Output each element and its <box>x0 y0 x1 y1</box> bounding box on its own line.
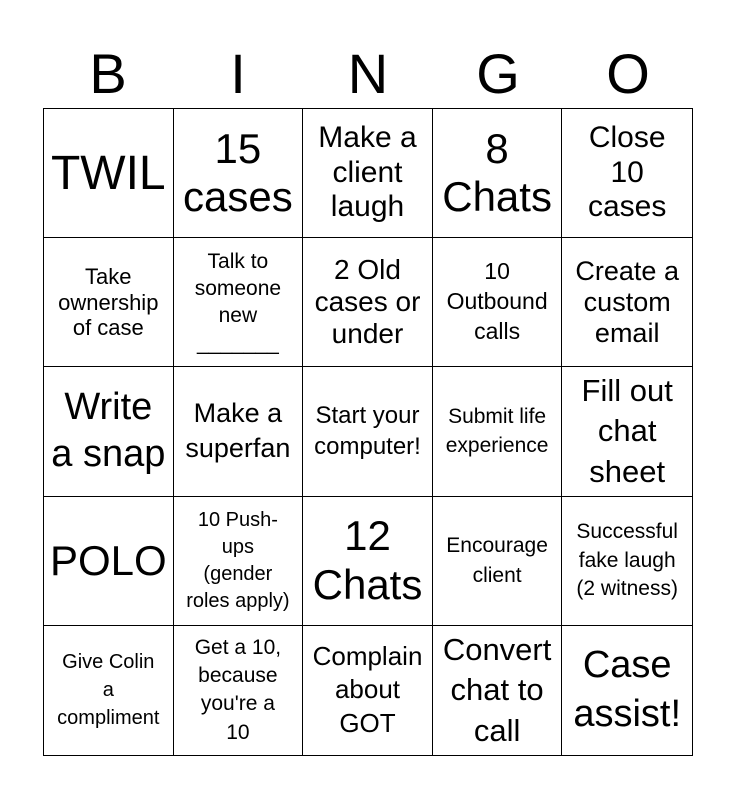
bingo-cell[interactable]: Submit life experience <box>433 367 563 496</box>
header-letter-o: O <box>606 42 650 105</box>
bingo-cell[interactable]: 12 Chats <box>303 497 433 626</box>
bingo-cell[interactable]: 10 Push- ups (gender roles apply) <box>174 497 304 626</box>
bingo-cell[interactable]: 15 cases <box>174 109 304 238</box>
bingo-cell[interactable]: 10 Outbound calls <box>433 238 563 367</box>
bingo-cell[interactable]: Take ownership of case <box>44 238 174 367</box>
header-letter-n: N <box>347 42 389 105</box>
bingo-cell[interactable]: 2 Old cases or under <box>303 238 433 367</box>
bingo-cell[interactable]: Case assist! <box>573 644 682 736</box>
bingo-board <box>43 108 693 756</box>
bingo-cell[interactable]: Close 10 cases <box>562 109 692 238</box>
bingo-cell[interactable]: Convert chat to call <box>433 626 563 755</box>
bingo-cell[interactable]: Get a 10, because you're a 10 <box>174 626 304 755</box>
bingo-cell[interactable]: Write a snap <box>44 367 174 496</box>
bingo-cell[interactable]: Make a superfan <box>174 367 304 496</box>
header-letter-g: G <box>476 42 520 105</box>
bingo-cell[interactable]: Create a custom email <box>562 238 692 367</box>
header-letter-b: B <box>89 42 127 105</box>
bingo-cell[interactable]: Encourage client <box>433 497 563 626</box>
bingo-cell[interactable]: Successful fake laugh (2 witness) <box>562 497 692 626</box>
bingo-cell[interactable]: TWIL <box>44 109 174 238</box>
bingo-header <box>43 40 693 108</box>
bingo-cell[interactable]: Talk to someone new _______ <box>174 238 304 367</box>
bingo-cell[interactable]: Fill out chat sheet <box>562 367 692 496</box>
bingo-cell[interactable]: Make a client laugh <box>303 109 433 238</box>
bingo-cell[interactable]: POLO <box>44 497 174 626</box>
bingo-cell[interactable]: Complain about GOT <box>303 626 433 755</box>
bingo-cell[interactable]: Start your computer! <box>303 367 433 496</box>
bingo-cell[interactable]: Give Colin a compliment <box>44 626 174 755</box>
header-letter-i: I <box>230 42 246 105</box>
bingo-cell[interactable]: 8 Chats <box>433 109 563 238</box>
